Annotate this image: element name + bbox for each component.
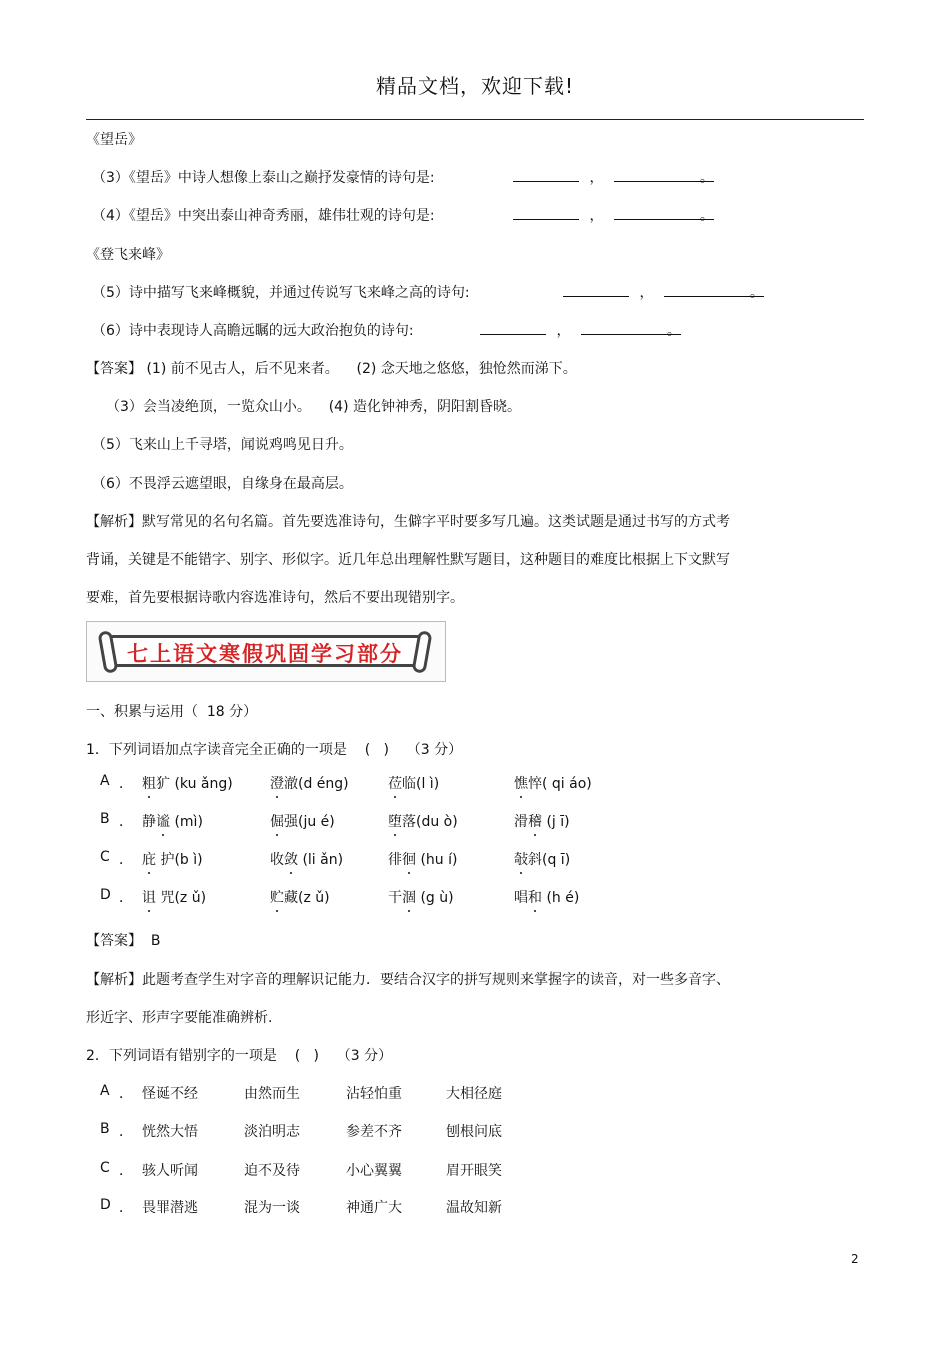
answer-blank[interactable] — [513, 167, 579, 182]
dotted-character: 和 — [528, 887, 542, 907]
option-word: 参差不齐 — [346, 1124, 402, 1140]
section-banner — [86, 621, 446, 682]
dotted-character: 堕 — [388, 811, 402, 831]
word-text: 唱 — [514, 890, 528, 906]
dotted-character: 敧 — [514, 849, 528, 869]
word-pinyin: 落(du ò) — [402, 814, 458, 830]
option-word: 恍然大悟 — [142, 1124, 198, 1140]
option-letter[interactable]: D — [100, 887, 111, 903]
analysis-line: 形近字、形声字要能准确辨析. — [86, 1010, 273, 1026]
dotted-character: 敛 — [284, 849, 298, 869]
blank-comma: ， — [639, 285, 654, 301]
option-separator: ． — [119, 1086, 133, 1102]
option-word: 怪诞不经 — [142, 1086, 198, 1102]
word-pinyin: 藏(z ǔ) — [284, 890, 330, 906]
part-title: 一、积累与运用（ 18 分） — [86, 704, 258, 720]
option-word — [388, 849, 457, 869]
option-separator: ． — [119, 814, 133, 830]
option-word — [270, 887, 330, 907]
answer-blank[interactable] — [614, 167, 714, 186]
word-pinyin: (g ù) — [416, 890, 454, 906]
option-word: 迫不及待 — [244, 1163, 300, 1179]
dotted-character: 倔 — [270, 811, 284, 831]
question-5-answer-blanks — [563, 282, 764, 302]
dotted-character: 徊 — [402, 849, 416, 869]
analysis-line: 背诵，关键是不能错字、别字、形似字。近几年总出理解性默写题目，这种题目的难度比根据上下文默写 — [86, 552, 730, 568]
option-separator: ． — [119, 852, 133, 868]
word-text: 静 — [142, 814, 156, 830]
word-pinyin: (h é) — [542, 890, 580, 906]
option-letter[interactable]: A — [100, 773, 110, 789]
option-letter[interactable]: C — [100, 1160, 110, 1176]
dotted-character: 诅 — [142, 887, 156, 907]
option-word — [514, 773, 592, 793]
dotted-character: 莅 — [388, 773, 402, 793]
word-text: 收 — [270, 852, 284, 868]
option-word: 温故知新 — [446, 1200, 502, 1216]
option-word — [270, 773, 349, 793]
option-letter[interactable]: C — [100, 849, 110, 865]
option-word: 小心翼翼 — [346, 1163, 402, 1179]
option-letter[interactable]: B — [100, 1121, 110, 1137]
dotted-character: 贮 — [270, 887, 284, 907]
word-pinyin: 护(b ì) — [156, 852, 203, 868]
header-rule — [86, 119, 864, 120]
section-heading-feilaifeng: 《登飞来峰》 — [86, 247, 170, 263]
option-word: 混为一谈 — [244, 1200, 300, 1216]
option-letter[interactable]: D — [100, 1197, 111, 1213]
word-pinyin: 临(l ì) — [402, 776, 440, 792]
word-pinyin: (j ī) — [542, 814, 570, 830]
option-word: 畏罪潜逃 — [142, 1200, 198, 1216]
dotted-character: 谧 — [156, 811, 170, 831]
option-word: 沾轻怕重 — [346, 1086, 402, 1102]
word-pinyin: 犷 (ku ǎng) — [156, 776, 233, 792]
option-word: 骇人听闻 — [142, 1163, 198, 1179]
answer-line: （3）会当凌绝顶，一览众山小。 (4) 造化钟神秀，阴阳割昏晓。 — [106, 399, 521, 415]
question-5-text: （5）诗中描写飞来峰概貌，并通过传说写飞来峰之高的诗句: — [92, 285, 470, 301]
blank-comma: ， — [589, 170, 604, 186]
word-pinyin: 咒(z ǔ) — [156, 890, 207, 906]
option-word: 大相径庭 — [446, 1086, 502, 1102]
analysis-line: 【解析】默写常见的名句名篇。首先要选准诗句，生僻字平时要多写几遍。这类试题是通过书写的方式考 — [86, 514, 730, 530]
option-word: 眉开眼笑 — [446, 1163, 502, 1179]
option-letter[interactable]: A — [100, 1083, 110, 1099]
option-word: 由然而生 — [244, 1086, 300, 1102]
option-word: 淡泊明志 — [244, 1124, 300, 1140]
option-word: 刨根问底 — [446, 1124, 502, 1140]
option-separator: ． — [119, 776, 133, 792]
dotted-character: 粗 — [142, 773, 156, 793]
question-3-text: （3）《望岳》中诗人想像上泰山之巅抒发豪情的诗句是: — [92, 170, 435, 186]
option-letter[interactable]: B — [100, 811, 110, 827]
question-3 — [92, 167, 435, 187]
answer-blank[interactable] — [480, 320, 546, 335]
question-4-answer-blanks — [513, 205, 714, 225]
word-pinyin: 悴( qi áo) — [528, 776, 592, 792]
word-pinyin: 斜(q ī) — [528, 852, 571, 868]
word-text: 滑 — [514, 814, 528, 830]
option-word: 神通广大 — [346, 1200, 402, 1216]
question-5 — [92, 282, 470, 302]
answer-blank[interactable] — [614, 205, 714, 224]
answer-blank[interactable] — [664, 282, 764, 301]
scroll-graphic — [101, 631, 429, 673]
analysis-line: 【解析】此题考查学生对字音的理解识记能力．要结合汉字的拼写规则来掌握字的读音，对一些多音字、 — [86, 972, 730, 988]
banner-title: 七上语文寒假巩固学习部分 — [127, 642, 403, 666]
blank-end-mark: 。 — [699, 208, 714, 224]
dotted-character: 澄 — [270, 773, 284, 793]
question-4 — [92, 205, 435, 225]
answer-line: 【答案】 (1) 前不见古人，后不见来者。 (2) 念天地之悠悠，独怆然而涕下。 — [86, 361, 577, 377]
option-word — [514, 887, 579, 907]
option-separator: ． — [119, 1163, 133, 1179]
option-word — [388, 811, 458, 831]
option-word — [142, 849, 203, 869]
word-text: 干 — [388, 890, 402, 906]
question-4-text: （4）《望岳》中突出泰山神奇秀丽，雄伟壮观的诗句是: — [92, 208, 435, 224]
dotted-character: 庇 — [142, 849, 156, 869]
analysis-line: 要难，首先要根据诗歌内容选准诗句，然后不要出现错别字。 — [86, 590, 464, 606]
answer-blank[interactable] — [563, 282, 629, 297]
question-3-answer-blanks — [513, 167, 714, 187]
dotted-character: 稽 — [528, 811, 542, 831]
answer-line: （6）不畏浮云遮望眼，自缘身在最高层。 — [92, 476, 353, 492]
option-word — [142, 811, 203, 831]
dotted-character: 憔 — [514, 773, 528, 793]
blank-end-mark: 。 — [666, 323, 681, 339]
blank-end-mark: 。 — [749, 285, 764, 301]
section-heading-wangyue: 《望岳》 — [86, 132, 142, 148]
option-word — [388, 773, 439, 793]
answer-line: 【答案】 B — [86, 933, 161, 949]
option-word — [270, 811, 335, 831]
option-separator: ． — [119, 890, 133, 906]
option-separator: ． — [119, 1124, 133, 1140]
page-number: 2 — [851, 1252, 859, 1266]
option-word — [388, 887, 454, 907]
answer-blank[interactable] — [513, 205, 579, 220]
word-pinyin: (hu í) — [416, 852, 458, 868]
blank-comma: ， — [556, 323, 571, 339]
answer-blank[interactable] — [581, 320, 681, 339]
option-separator: ． — [119, 1200, 133, 1216]
option-word — [142, 887, 206, 907]
option-word — [142, 773, 233, 793]
option-word — [514, 849, 570, 869]
option-word — [270, 849, 343, 869]
question-1-stem: 1．下列词语加点字读音完全正确的一项是 ( ) （3 分） — [86, 742, 463, 758]
word-pinyin: 澈(d éng) — [284, 776, 349, 792]
question-6-text: （6）诗中表现诗人高瞻远瞩的远大政治抱负的诗句: — [92, 323, 414, 339]
option-word — [514, 811, 570, 831]
blank-comma: ， — [589, 208, 604, 224]
blank-end-mark: 。 — [699, 170, 714, 186]
dotted-character: 涸 — [402, 887, 416, 907]
question-2-stem: 2．下列词语有错别字的一项是 ( ) （3 分） — [86, 1048, 393, 1064]
word-text: 徘 — [388, 852, 402, 868]
page-header-title: 精品文档，欢迎下载! — [375, 74, 575, 98]
question-6-answer-blanks — [480, 320, 681, 340]
word-pinyin: 强(ju é) — [284, 814, 335, 830]
question-6 — [92, 320, 414, 340]
word-pinyin: (mì) — [170, 814, 203, 830]
word-pinyin: (li ǎn) — [298, 852, 344, 868]
answer-line: （5）飞来山上千寻塔，闻说鸡鸣见日升。 — [92, 437, 353, 453]
